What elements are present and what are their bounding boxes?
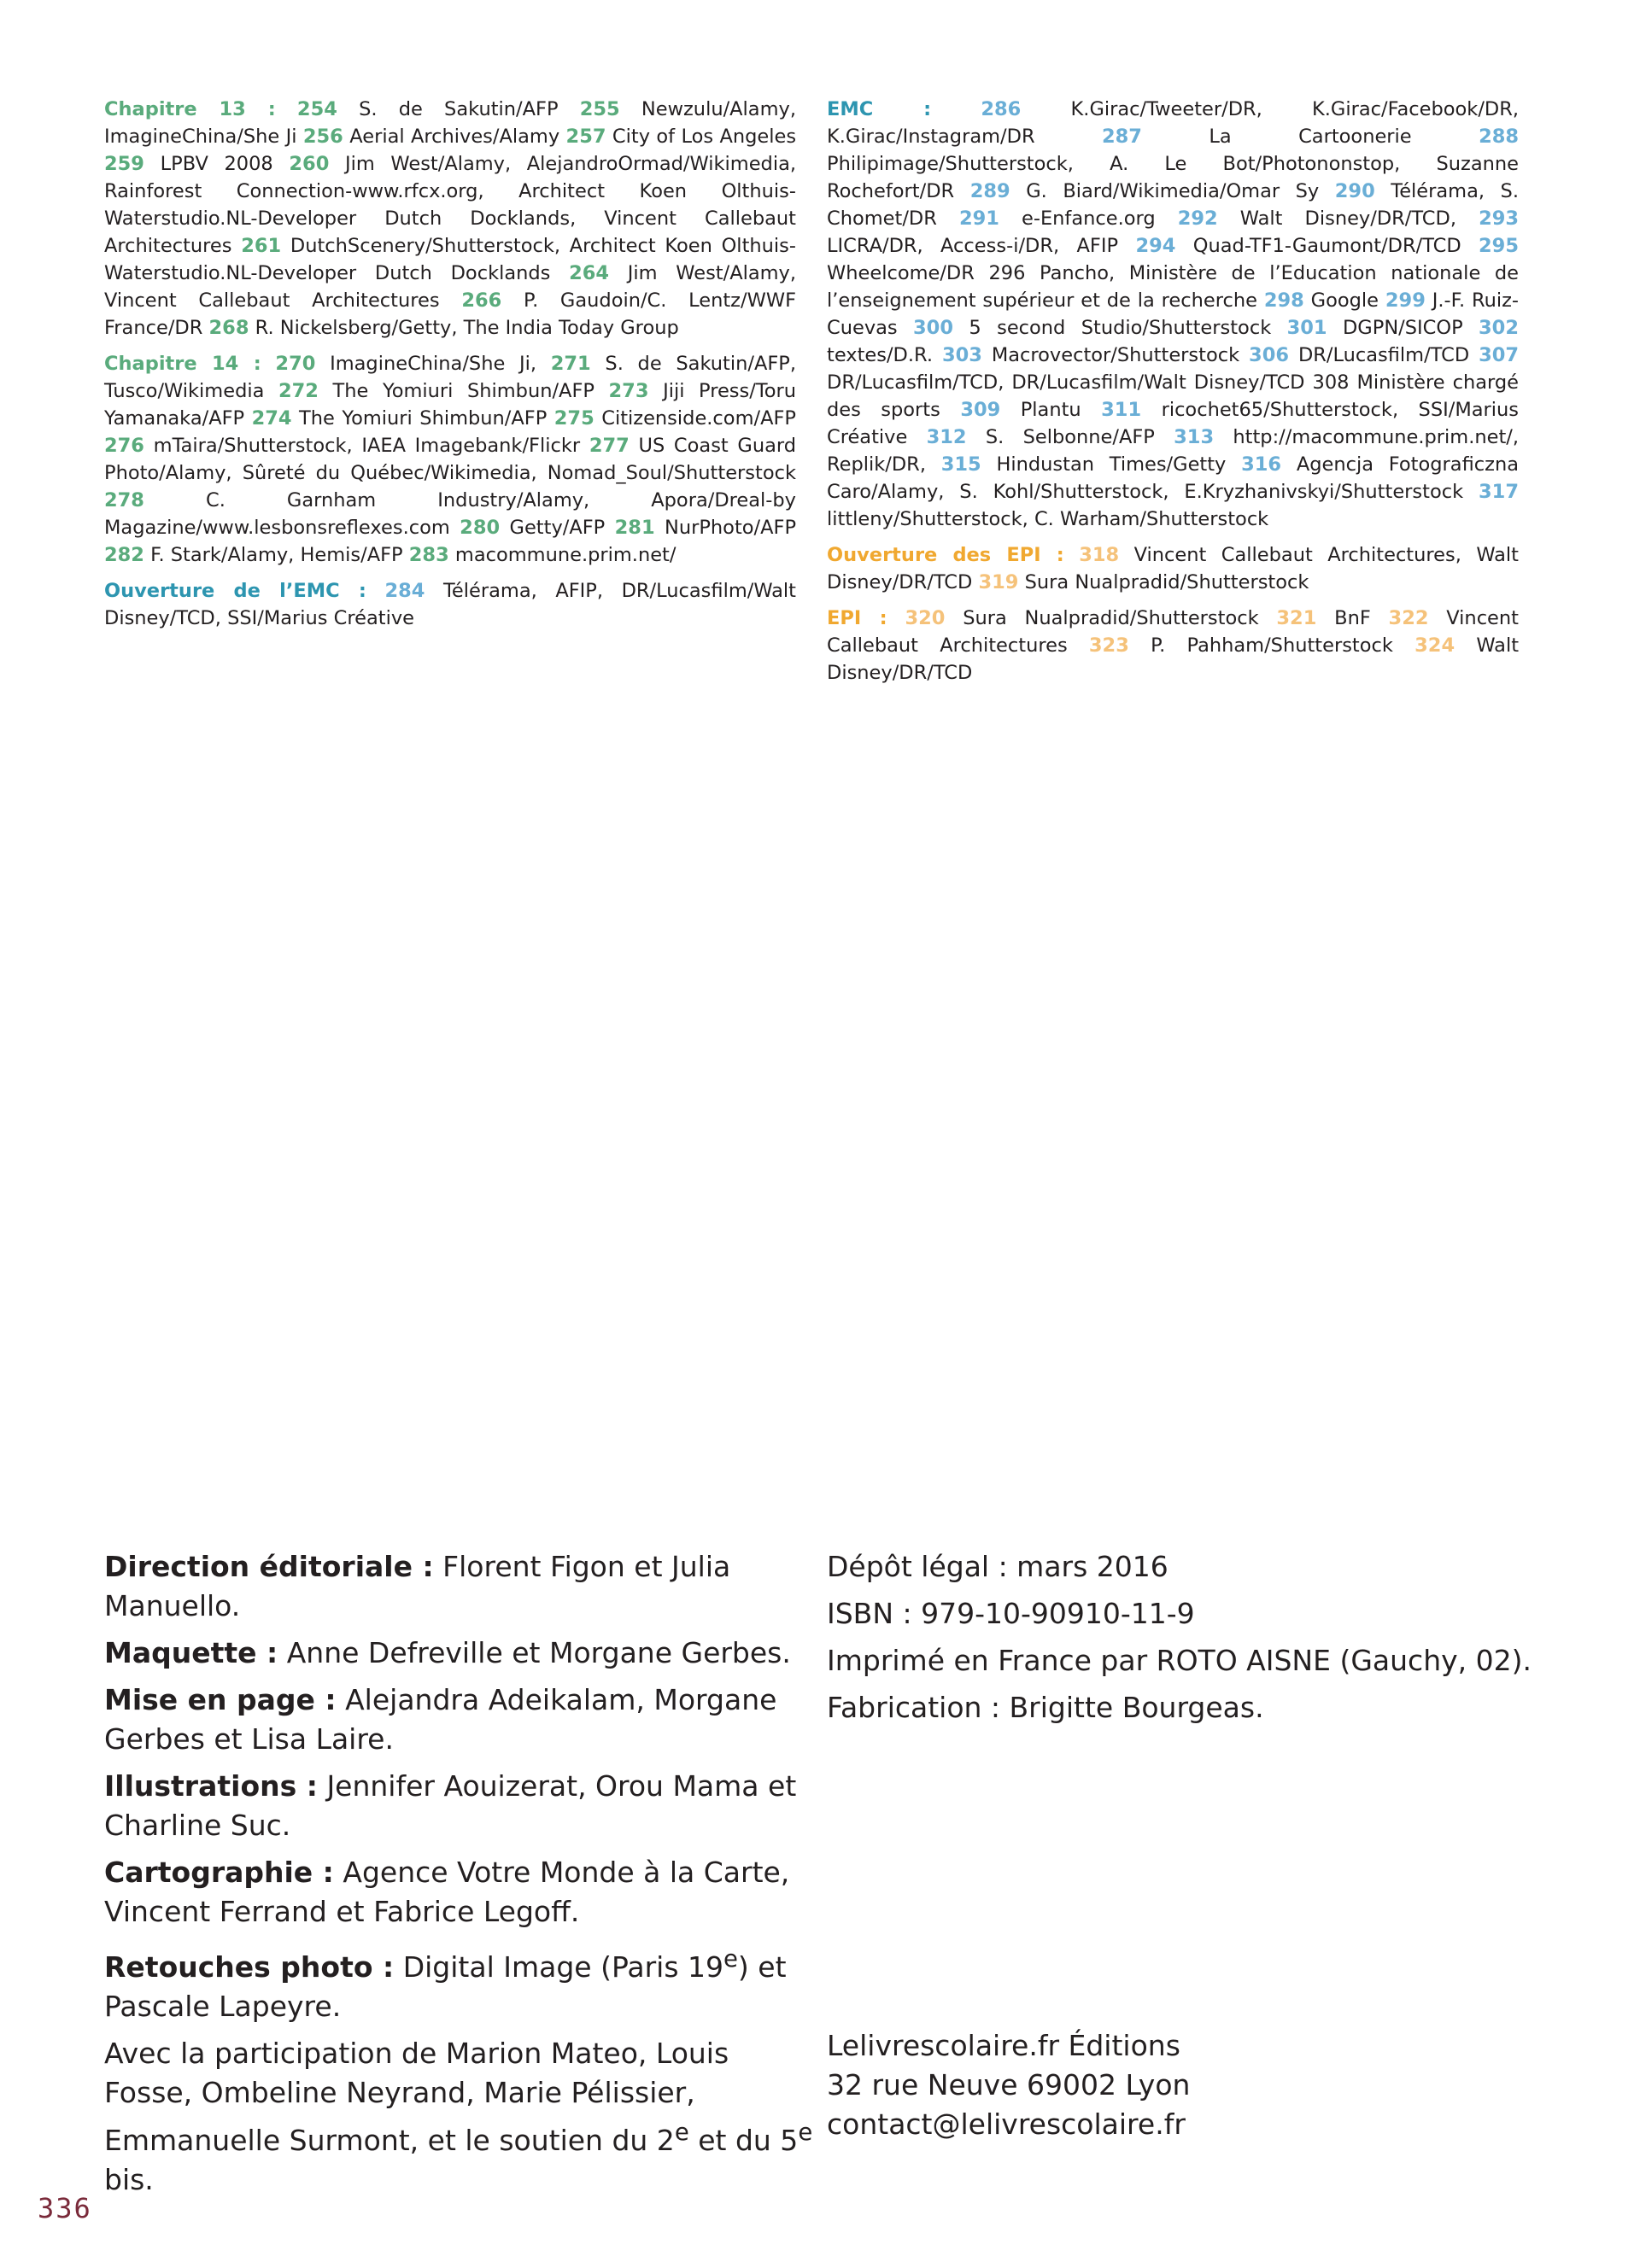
credit-page-number: 282	[104, 544, 144, 566]
fabrication: Fabrication : Brigitte Bourgeas.	[827, 1691, 1264, 1724]
isbn: ISBN : 979-10-90910-11-9	[827, 1597, 1195, 1630]
credit-page-number: 268	[208, 317, 249, 339]
credit-source: littleny/Shutterstock, C. Warham/Shutterstock	[827, 508, 1269, 530]
page-number: 336	[38, 2192, 92, 2224]
credit-heading: Ouverture des EPI :	[827, 544, 1064, 566]
credit-page-number: 260	[289, 153, 330, 175]
credit-source: The Yomiuri Shimbun/AFP	[299, 407, 548, 430]
credit-source: e-Enfance.org	[1021, 208, 1156, 230]
credit-source: R. Nickelsberg/Getty, The India Today Group	[255, 317, 679, 339]
illustrations-value: Jennifer Aouizerat, Orou Mama et Charline Suc.	[104, 1769, 797, 1842]
credit-page-number: 307	[1479, 344, 1520, 366]
credit-page-number: 261	[241, 235, 282, 257]
credit-page-number: 266	[461, 289, 502, 312]
participation-text-1: Avec la participation de Marion Mateo, Louis Fosse, Ombeline Neyrand, Marie Pélissier, Emmanuelle Surmont, et le soutien du 2	[104, 2037, 729, 2157]
credit-page-number: 294	[1135, 235, 1176, 257]
credit-page-number: 299	[1385, 289, 1426, 312]
credit-source: Jim West/Alamy, AlejandroOrmad/Wikimedia, Rainforest Connection-www.rfcx.org, Architect Koen Olthuis-Waterstudio.NL-Developer Dutch Docklands, Vincent Callebaut Architectures	[104, 153, 797, 257]
credit-page-number: 280	[460, 517, 501, 539]
credit-block	[827, 96, 1519, 533]
retouches-sup: e	[723, 1945, 738, 1973]
credit-heading: EMC :	[827, 98, 932, 120]
credit-block	[827, 541, 1519, 596]
credit-page-number: 302	[1479, 317, 1519, 339]
imprint-mise-en-page	[104, 1681, 813, 1759]
credit-block	[827, 605, 1519, 687]
credit-source: F. Stark/Alamy, Hemis/AFP	[150, 544, 403, 566]
credit-page-number: 291	[958, 208, 999, 230]
credit-source: macommune.prim.net/	[454, 544, 676, 566]
credit-source: textes/D.R.	[827, 344, 934, 366]
credit-page-number: 300	[913, 317, 953, 339]
retouches-value-before: Digital Image (Paris 19	[402, 1950, 723, 1984]
credit-page-number: 320	[905, 607, 946, 629]
credit-source: J.-F. Ruiz-Cuevas	[827, 289, 1520, 339]
credit-page-number: 283	[408, 544, 449, 566]
credit-page-number: 281	[614, 517, 655, 539]
credit-page-number: 275	[554, 407, 594, 430]
credit-page-number: 288	[1479, 126, 1520, 148]
imprint-left	[104, 1547, 813, 2207]
credit-source: P. Pahham/Shutterstock	[1151, 634, 1393, 657]
credit-page-number: 278	[104, 489, 144, 511]
credit-page-number: 318	[1079, 544, 1120, 566]
credit-page-number: 259	[104, 153, 144, 175]
credit-page-number: 286	[981, 98, 1022, 120]
credit-page-number: 309	[960, 399, 1001, 421]
participation-sup-1: e	[674, 2119, 689, 2146]
credit-source: Hindustan Times/Getty	[996, 453, 1227, 476]
credit-source: Télérama, AFIP, DR/Lucasfilm/Walt Disney/TCD, SSI/Marius Créative	[104, 580, 796, 629]
retouches-value-after: ) et Pascale Lapeyre.	[104, 1950, 787, 2023]
credit-page-number: 316	[1241, 453, 1282, 476]
credit-page-number: 301	[1286, 317, 1327, 339]
credit-source: Agencja Fotograficzna Caro/Alamy, S. Kohl/Shutterstock, E.Kryzhanivskyi/Shutterstock	[827, 453, 1519, 503]
imprint-right	[827, 1547, 1536, 1735]
credit-source: Aerial Archives/Alamy	[349, 126, 560, 148]
credit-source: Quad-TF1-Gaumont/DR/TCD	[1192, 235, 1461, 257]
publisher-name: Lelivrescolaire.fr Éditions	[827, 2029, 1180, 2062]
imprime: Imprimé en France par ROTO AISNE (Gauchy, 02).	[827, 1644, 1532, 1677]
credit-page-number: 312	[926, 426, 967, 448]
credit-page-number: 315	[940, 453, 981, 476]
publisher-address-block	[827, 2026, 1536, 2144]
credit-heading: Chapitre 13 :	[104, 98, 276, 120]
credit-source: Plantu	[1020, 399, 1081, 421]
credit-page-number: 323	[1088, 634, 1129, 657]
participation-text-2: et du 5	[688, 2124, 799, 2157]
credit-page-number: 254	[296, 98, 337, 120]
cartographie-value: Agence Votre Monde à la Carte, Vincent Ferrand et Fabrice Legoff.	[104, 1856, 790, 1928]
credit-source: US Coast Guard Photo/Alamy, Sûreté du Québec/Wikimedia, Nomad_Soul/Shutterstock	[104, 435, 797, 484]
credit-source: Sura Nualpradid/Shutterstock	[1024, 571, 1309, 593]
credit-source: 5 second Studio/Shutterstock	[969, 317, 1272, 339]
credit-source: Sura Nualpradid/Shutterstock	[963, 607, 1259, 629]
credit-source: BnF	[1334, 607, 1371, 629]
credit-heading: Ouverture de l’EMC :	[104, 580, 366, 602]
publisher-contact: contact@lelivrescolaire.fr	[827, 2107, 1186, 2141]
credit-page-number: 256	[302, 126, 343, 148]
credit-source: S. de Sakutin/AFP	[359, 98, 559, 120]
credit-page-number: 313	[1174, 426, 1215, 448]
credit-source: ImagineChina/She Ji,	[330, 353, 537, 375]
direction-label: Direction éditoriale :	[104, 1550, 434, 1583]
publisher-address: 32 rue Neuve 69002 Lyon	[827, 2068, 1191, 2101]
imprint-retouches	[104, 1939, 813, 2026]
imprint-cartographie	[104, 1853, 813, 1932]
maquette-value: Anne Defreville et Morgane Gerbes.	[286, 1636, 791, 1669]
direction-value: Florent Figon et Julia Manuello.	[104, 1550, 731, 1622]
credit-page-number: 298	[1263, 289, 1304, 312]
credit-heading: Chapitre 14 :	[104, 353, 261, 375]
credit-source: Macrovector/Shutterstock	[991, 344, 1240, 366]
credit-page-number: 293	[1479, 208, 1520, 230]
credit-block	[104, 577, 796, 632]
credit-source: P. Gaudoin/C. Lentz/WWF France/DR	[104, 289, 797, 339]
credit-source: La Cartoonerie	[1209, 126, 1412, 148]
credits-column-right	[827, 96, 1519, 695]
credit-page-number: 270	[275, 353, 316, 375]
credit-source: S. de Sakutin/AFP, Tusco/Wikimedia	[104, 353, 797, 402]
mise-en-page-value: Alejandra Adeikalam, Morgane Gerbes et Lisa Laire.	[104, 1683, 777, 1756]
retouches-label: Retouches photo :	[104, 1950, 395, 1984]
credit-source: Citizenside.com/AFP	[601, 407, 796, 430]
credit-page-number: 277	[589, 435, 630, 457]
imprint-direction	[104, 1547, 813, 1626]
credit-source: G. Biard/Wikimedia/Omar Sy	[1026, 180, 1320, 202]
credit-source: DGPN/SICOP	[1342, 317, 1463, 339]
credit-source: Vincent Callebaut Architectures, Walt Disney/DR/TCD	[827, 544, 1519, 593]
credit-page-number: 276	[104, 435, 144, 457]
credit-page-number: 295	[1479, 235, 1519, 257]
credit-page-number: 287	[1102, 126, 1142, 148]
imprint-maquette	[104, 1634, 813, 1673]
maquette-label: Maquette :	[104, 1636, 278, 1669]
credit-page-number: 290	[1334, 180, 1375, 202]
credit-block	[104, 350, 796, 569]
credit-page-number: 321	[1276, 607, 1317, 629]
credit-page-number: 319	[978, 571, 1019, 593]
credit-page-number: 322	[1388, 607, 1429, 629]
credit-source: NurPhoto/AFP	[665, 517, 797, 539]
credit-page-number: 306	[1249, 344, 1290, 366]
credit-page-number: 264	[569, 262, 610, 284]
credit-source: K.Girac/Tweeter/DR, K.Girac/Facebook/DR, K.Girac/Instagram/DR	[827, 98, 1520, 148]
credit-page-number: 324	[1414, 634, 1456, 657]
credit-page-number: 303	[941, 344, 982, 366]
credit-source: Vincent Callebaut Architectures	[827, 607, 1519, 657]
credit-source: ricochet65/Shutterstock, SSI/Marius Créative	[827, 399, 1520, 448]
credit-page-number: 289	[969, 180, 1010, 202]
credit-heading: EPI :	[827, 607, 887, 629]
credit-source: LPBV 2008	[160, 153, 273, 175]
credit-page-number: 273	[608, 380, 649, 402]
credit-page-number: 311	[1101, 399, 1142, 421]
credit-source: Walt Disney/DR/TCD	[827, 634, 1520, 684]
credit-source: City of Los Angeles	[612, 126, 797, 148]
credit-page-number: 274	[251, 407, 292, 430]
credit-source: Walt Disney/DR/TCD,	[1239, 208, 1456, 230]
depot-legal: Dépôt légal : mars 2016	[827, 1550, 1168, 1583]
credit-page-number: 272	[278, 380, 319, 402]
credit-source: LICRA/DR, Access-i/DR, AFIP	[827, 235, 1119, 257]
credit-source: DR/Lucasfilm/TCD	[1297, 344, 1470, 366]
credit-source: The Yomiuri Shimbun/AFP	[332, 380, 594, 402]
credit-source: http://macommune.prim.net/, Replik/DR,	[827, 426, 1520, 476]
imprint-participation	[104, 2034, 813, 2200]
credit-block	[104, 96, 796, 342]
participation-sup-2: e	[798, 2119, 813, 2146]
cartographie-label: Cartographie :	[104, 1856, 334, 1889]
credit-page-number: 284	[384, 580, 425, 602]
credit-source: Jim West/Alamy, Vincent Callebaut Architectures	[104, 262, 797, 312]
participation-text-3: bis.	[104, 2163, 154, 2196]
mise-en-page-label: Mise en page :	[104, 1683, 337, 1716]
credit-source: Jiji Press/Toru Yamanaka/AFP	[104, 380, 797, 430]
credit-page-number: 317	[1479, 481, 1519, 503]
credit-source: Newzulu/Alamy, ImagineChina/She Ji	[104, 98, 796, 148]
imprint-illustrations	[104, 1767, 813, 1845]
credit-source: DR/Lucasfilm/TCD, DR/Lucasfilm/Walt Disney/TCD 308 Ministère chargé des sports	[827, 371, 1519, 421]
credit-page-number: 271	[550, 353, 591, 375]
credit-source: Wheelcome/DR 296 Pancho, Ministère de l’Education nationale de l’enseignement supérieur et de la recherche	[827, 262, 1519, 312]
credit-source: C. Garnham Industry/Alamy, Apora/Dreal-by Magazine/www.lesbonsreflexes.com	[104, 489, 796, 539]
credit-source: mTaira/Shutterstock, IAEA Imagebank/Flickr	[153, 435, 581, 457]
credit-page-number: 255	[579, 98, 620, 120]
credit-source: Google	[1310, 289, 1379, 312]
credit-source: Philipimage/Shutterstock, A. Le Bot/Photononstop, Suzanne Rochefort/DR	[827, 153, 1519, 202]
credit-page-number: 257	[565, 126, 606, 148]
credits-column-left	[104, 96, 796, 640]
credit-source: S. Selbonne/AFP	[985, 426, 1155, 448]
credit-source: DutchScenery/Shutterstock, Architect Koen Olthuis-Waterstudio.NL-Developer Dutch Docklands	[104, 235, 796, 284]
credit-source: Télérama, S. Chomet/DR	[827, 180, 1519, 230]
credit-page-number: 292	[1177, 208, 1218, 230]
credit-source: Getty/AFP	[509, 517, 606, 539]
illustrations-label: Illustrations :	[104, 1769, 318, 1803]
